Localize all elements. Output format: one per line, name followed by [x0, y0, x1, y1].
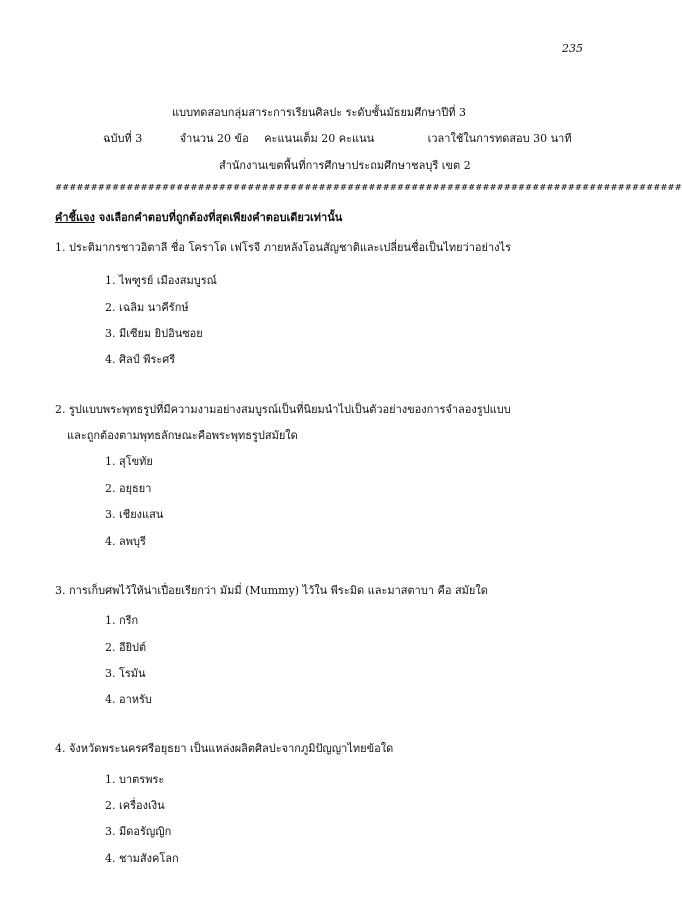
question-2-option-1: 1. สุโขทัย: [105, 455, 153, 468]
question-1-option-2: 2. เฉลิม นาคีรักษ์: [105, 301, 189, 314]
exam-issue: ฉบับที่ 3: [103, 132, 143, 145]
exam-total-score: คะแนนเต็ม 20 คะแนน: [264, 132, 375, 145]
question-2: 2. รูปแบบพระพุทธรูปที่มีความงามอย่างสมบูรณ์เป็นที่นิยมนำไปเป็นตัวอย่างของการจำลองรูปแบบ: [55, 403, 511, 416]
exam-time: เวลาใช้ในการทดสอบ 30 นาที: [427, 132, 572, 145]
question-2-option-2: 2. อยุธยา: [105, 482, 152, 495]
question-3-option-4: 4. อาหรับ: [105, 693, 152, 706]
question-1-option-4: 4. ศิลป์ พีระศรี: [105, 353, 176, 366]
page-number: 235: [562, 42, 583, 55]
exam-meta-line: [103, 129, 572, 147]
instruction-text: จงเลือกคำตอบที่ถูกต้องที่สุดเพียงคำตอบเดียวเท่านั้น: [94, 211, 343, 224]
instruction-label: คำชี้แจง: [55, 211, 95, 224]
question-1-option-1: 1. ไพฑูรย์ เมืองสมบูรณ์: [105, 274, 217, 287]
question-3-option-2: 2. อียิปต์: [105, 641, 147, 654]
question-3-option-3: 3. โรมัน: [105, 667, 146, 680]
exam-office: สำนักงานเขตพื้นที่การศึกษาประถมศึกษาชลบุรี เขต 2: [219, 159, 471, 172]
question-1-option-3: 3. มีเซียม ยิปอินซอย: [105, 327, 203, 340]
exam-title: แบบทดสอบกลุ่มสาระการเรียนศิลปะ ระดับชั้นมัธยมศึกษาปีที่ 3: [172, 106, 466, 119]
exam-question-count: จำนวน 20 ข้อ: [179, 132, 249, 145]
question-4: 4. จังหวัดพระนครศรีอยุธยา เป็นแหล่งผลิตศิลปะจากภูมิปัญญาไทยข้อใด: [55, 742, 394, 755]
question-2-continued: และถูกต้องตามพุทธลักษณะคือพระพุทธรูปสมัยใด: [67, 429, 298, 442]
question-2-option-4: 4. ลพบุรี: [105, 535, 146, 548]
separator-line: ########################################################################################: [55, 183, 682, 193]
question-4-option-4: 4. ชามสังคโลก: [105, 852, 179, 865]
question-4-option-3: 3. มีดอรัญญิก: [105, 825, 172, 838]
question-2-option-3: 3. เชียงแสน: [105, 508, 164, 521]
question-4-option-1: 1. บาตรพระ: [105, 773, 165, 786]
instruction: [55, 208, 342, 226]
question-3-option-1: 1. กรีก: [105, 614, 139, 627]
question-4-option-2: 2. เครื่องเงิน: [105, 799, 165, 812]
question-3: 3. การเก็บศพไว้ให้น่าเปื่อยเรียกว่า มัมมี่ (Mummy) ไว้ใน พีระมิด และมาสตาบา คือ สมัยใด: [55, 584, 488, 597]
question-1: 1. ประติมากรชาวอิตาลี ชื่อ โคราโด เฟโรจี ภายหลังโอนสัญชาติและเปลี่ยนชื่อเป็นไทยว่าอย่างไร: [55, 241, 511, 254]
